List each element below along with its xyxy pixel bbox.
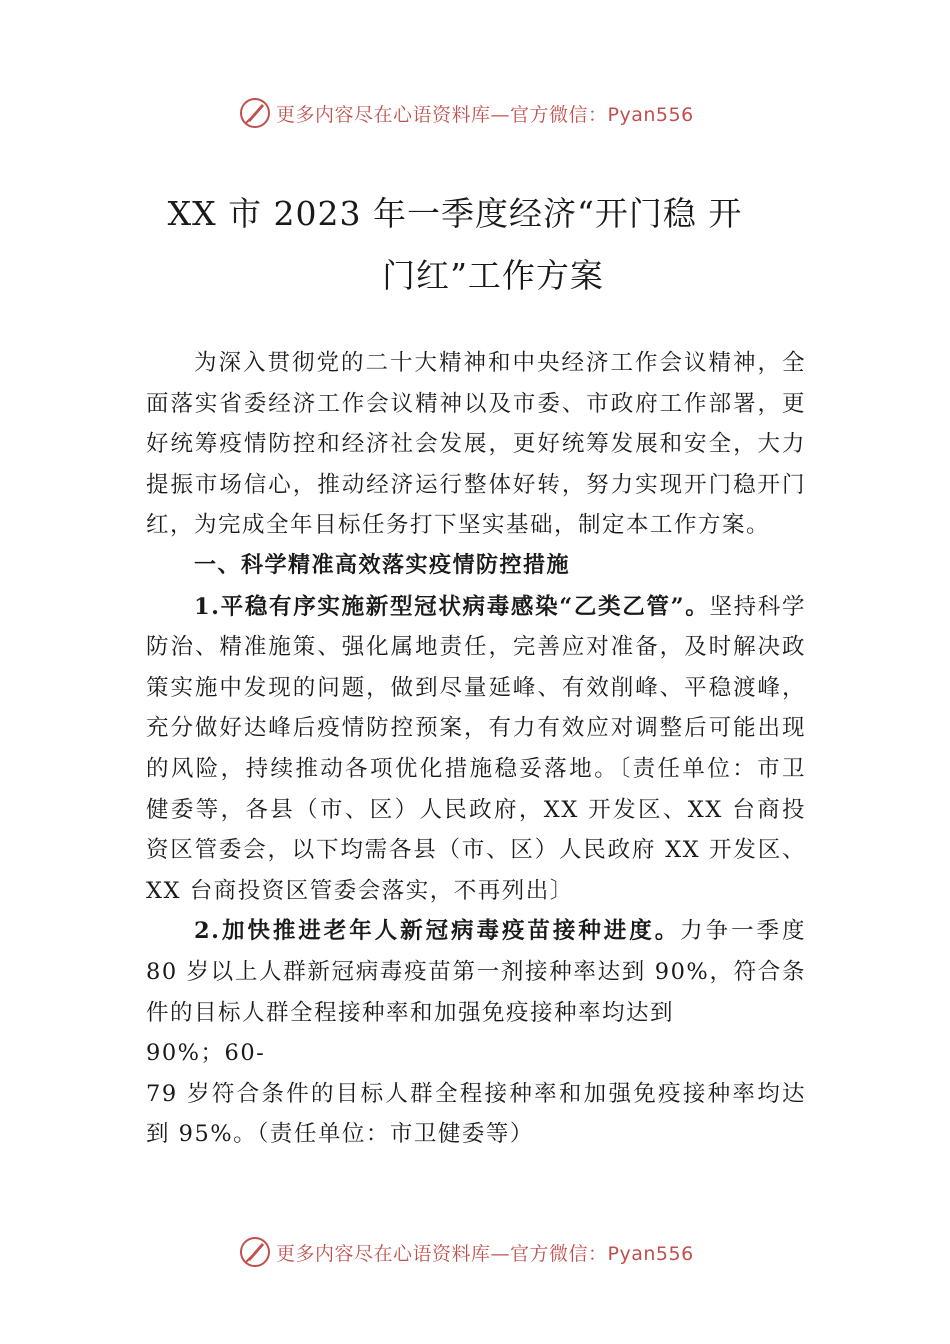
section-1-heading: 一、科学精准高效落实疫情防控措施 — [194, 552, 571, 578]
item-2-body-1: 力争一季度 80 岁以上人群新冠病毒疫苗第一剂接种率达到 90%，符合条件的目标人群全程接种率和加强免疫接种率均达到 — [146, 918, 806, 1026]
item-1-paragraph — [146, 587, 806, 912]
quill-logo-icon — [238, 96, 272, 130]
footer-watermark-banner — [238, 1232, 758, 1272]
document-body — [146, 343, 806, 1155]
document-title-line-2: 门红”工作方案 — [382, 256, 604, 295]
banner-text: 更多内容尽在心语资料库—官方微信：Pyan556 — [276, 103, 694, 126]
document-title-line-1: XX 市 2023 年一季度经济“开门稳 开 — [167, 194, 743, 233]
banner-text: 更多内容尽在心语资料库—官方微信：Pyan556 — [276, 1242, 694, 1265]
header-watermark-banner — [238, 93, 758, 133]
wechat-id: Pyan556 — [607, 1242, 694, 1265]
item-2-paragraph — [146, 911, 806, 1033]
item-2-body-3: 79 岁符合条件的目标人群全程接种率和加强免疫接种率均达到 95%。（责任单位：市卫健委等） — [146, 1080, 806, 1148]
item-2-lead: 2.加快推进老年人新冠病毒疫苗接种进度。 — [194, 918, 681, 945]
intro-paragraph: 为深入贯彻党的二十大精神和中央经济工作会议精神，全面落实省委经济工作会议精神以及市委、市政府工作部署，更好统筹疫情防控和经济社会发展，更好统筹发展和安全，大力提振市场信心，推动经济运行整体好转，努力实现开门稳开门红，为完成全年目标任务打下坚实基础，制定本工作方案。 — [146, 350, 806, 539]
wechat-id: Pyan556 — [607, 103, 694, 126]
item-2-body-2: 90%；60- — [146, 1040, 266, 1067]
item-1-body: 坚持科学防治、精准施策、强化属地责任，完善应对准备，及时解决政策实施中发现的问题，做到尽量延峰、有效削峰、平稳渡峰，充分做好达峰后疫情防控预案，有力有效应对调整后可能出现的风险，持续推动各项优化措施稳妥落地。〔责任单位：市卫健委等，各县（市、区）人民政府，XX 开发区、XX 台商投资区管委会，以下均需各县（市、区）人民政府 XX 开发区、XX 台商投资区管委会落实，不再列出〕 — [146, 593, 806, 904]
quill-logo-icon — [238, 1235, 272, 1269]
item-1-lead: 1.平稳有序实施新型冠状病毒感染“乙类乙管”。 — [194, 593, 710, 620]
